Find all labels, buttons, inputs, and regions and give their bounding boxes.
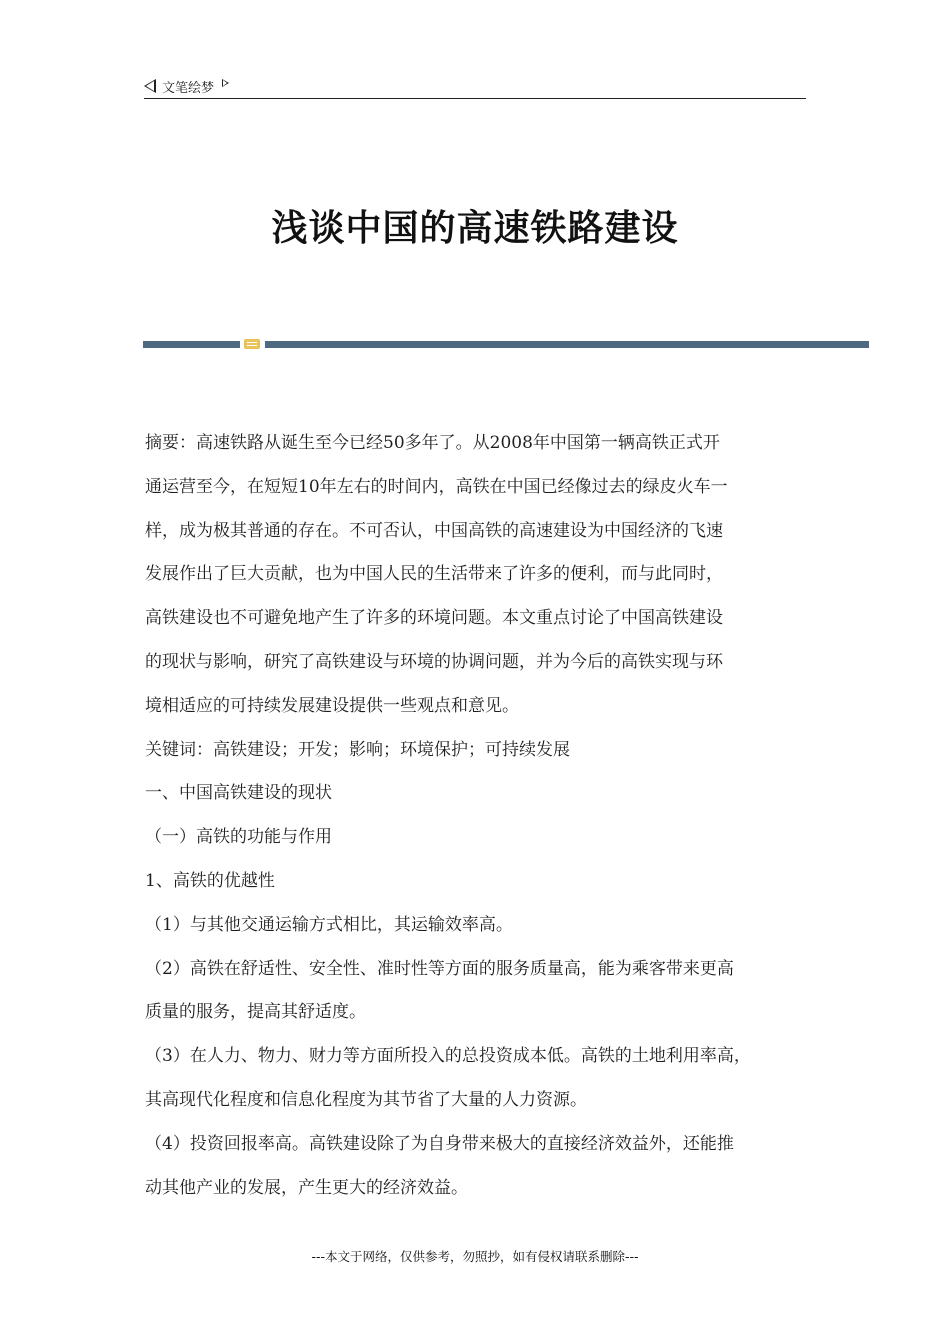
point-heading: 1、高铁的优越性 — [145, 870, 275, 891]
text-line: 高铁建设也不可避免地产生了许多的环境问题。本文重点讨论了中国高铁建设 — [145, 608, 723, 629]
text-line: 发展作出了巨大贡献，也为中国人民的生活带来了许多的便利，而与此同时， — [145, 564, 723, 585]
document-body — [145, 422, 817, 1210]
header-brand: 文笔绘梦 — [162, 80, 215, 96]
subsection-heading: （一）高铁的功能与作用 — [145, 827, 332, 848]
text-line: 的现状与影响，研究了高铁建设与环境的协调问题，并为今后的高铁实现与环 — [145, 651, 723, 672]
footer-notice: ---本文于网络，仅供参考，勿照抄，如有侵权请联系删除--- — [311, 1249, 639, 1264]
text-line: 境相适应的可持续发展建设提供一些观点和意见。 — [145, 695, 519, 716]
triangle-right-icon — [222, 79, 229, 87]
list-item: （2）高铁在舒适性、安全性、准时性等方面的服务质量高，能为乘客带来更高 — [145, 958, 734, 979]
list-item: （1）与其他交通运输方式相比，其运输效率高。 — [145, 914, 513, 935]
text-line: 样，成为极其普通的存在。不可否认，中国高铁的高速建设为中国经济的飞速 — [145, 520, 723, 541]
triangle-left-icon — [144, 79, 156, 93]
text-line: 通运营至今，在短短10年左右的时间内，高铁在中国已经像过去的绿皮火车一 — [145, 476, 728, 497]
divider-bar-left — [143, 341, 240, 348]
divider-badge-icon — [244, 339, 260, 349]
list-item-continuation: 质量的服务，提高其舒适度。 — [145, 1002, 366, 1023]
list-item-continuation: 其高现代化程度和信息化程度为其节省了大量的人力资源。 — [145, 1089, 587, 1110]
keywords-line: 关键词：高铁建设；开发；影响；环境保护；可持续发展 — [145, 739, 570, 760]
text-line: 摘要：高速铁路从诞生至今已经50多年了。从2008年中国第一辆高铁正式开 — [145, 433, 720, 453]
document-title: 浅谈中国的高速铁路建设 — [271, 207, 679, 249]
page-header — [144, 74, 806, 99]
list-item-continuation: 动其他产业的发展，产生更大的经济效益。 — [145, 1177, 468, 1198]
list-item: （3）在人力、物力、财力等方面所投入的总投资成本低。高铁的土地利用率高， — [145, 1046, 751, 1067]
section-heading: 一、中国高铁建设的现状 — [145, 783, 332, 804]
list-item: （4）投资回报率高。高铁建设除了为自身带来极大的直接经济效益外，还能推 — [145, 1133, 734, 1154]
title-divider — [143, 339, 869, 349]
divider-bar-right — [265, 341, 869, 348]
